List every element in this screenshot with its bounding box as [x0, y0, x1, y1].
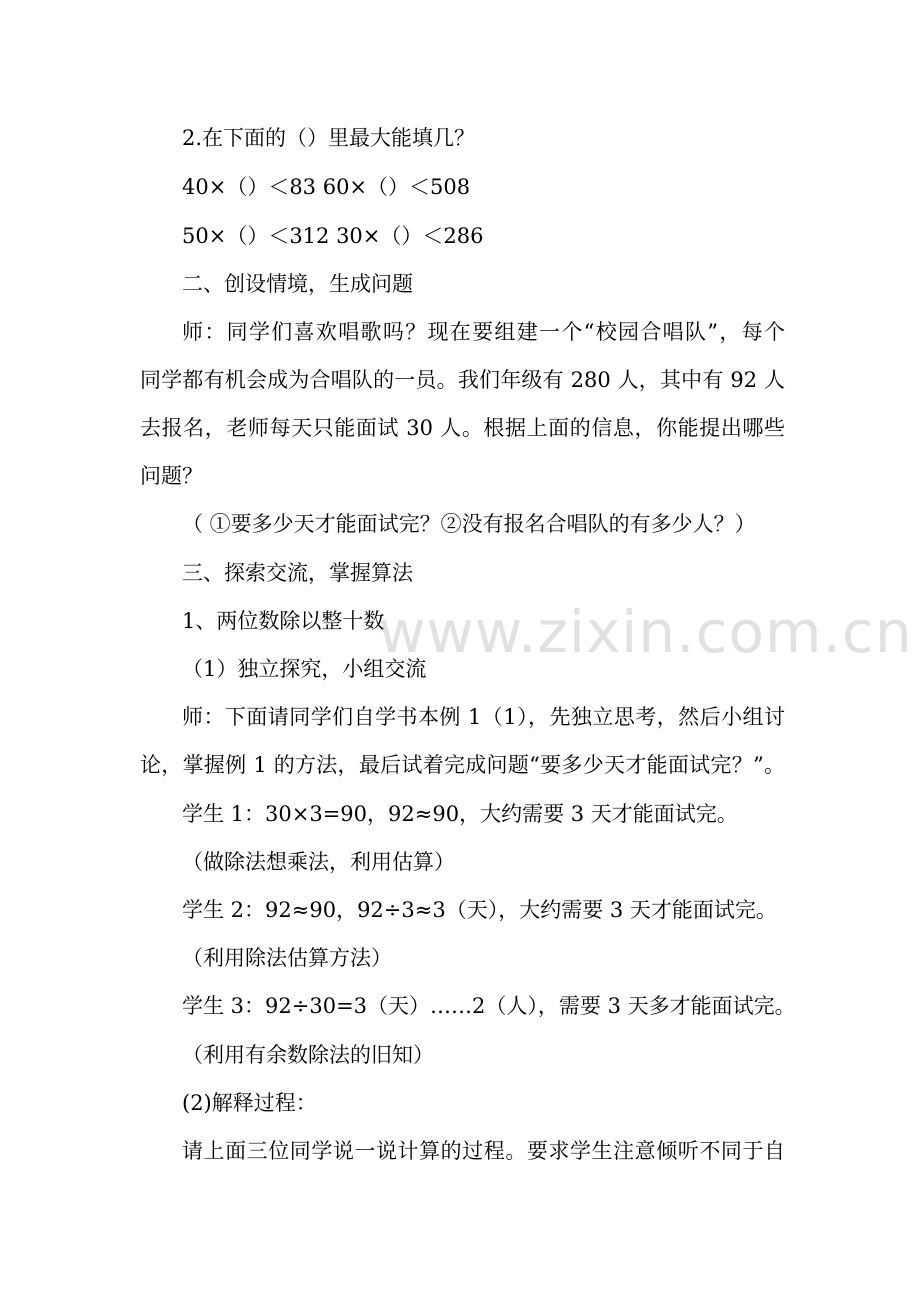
- student-2-answer: 学生 2：92≈90，92÷3≈3（天），大约需要 3 天才能面试完。: [182, 898, 777, 922]
- student-3-answer: 学生 3：92÷30=3（天）……2（人），需要 3 天多才能面试完。: [182, 994, 796, 1018]
- paragraph-teacher-line-4: 问题？: [140, 464, 203, 488]
- paragraph-self-study-line-1: 师：下面请同学们自学书本例 1（1），先独立思考，然后小组讨: [182, 705, 785, 729]
- section-heading-3: 三、探索交流，掌握算法: [182, 561, 413, 585]
- paragraph-teacher-line-3: 去报名，老师每天只能面试 30 人。根据上面的信息，你能提出哪些: [140, 416, 785, 440]
- subsection-step-2: (2)解释过程：: [182, 1091, 317, 1115]
- expected-questions: （ ①要多少天才能面试完？②没有报名合唱队的有多少人？）: [182, 512, 756, 536]
- section-heading-2: 二、创设情境，生成问题: [182, 272, 413, 296]
- student-3-note: （利用有余数除法的旧知）: [182, 1043, 434, 1067]
- student-1-note: （做除法想乘法，利用估算）: [182, 850, 455, 874]
- subsection-heading-1: 1、两位数除以整十数: [182, 609, 385, 633]
- paragraph-explain-line-1: 请上面三位同学说一说计算的过程。要求学生注意倾听不同于自: [182, 1139, 785, 1163]
- exercise-line-1: 40×（）＜83 60×（）＜508: [182, 175, 471, 199]
- paragraph-teacher-line-1: 师：同学们喜欢唱歌吗？现在要组建一个“校园合唱队”，每个: [182, 320, 785, 344]
- question-2: 2.在下面的（）里最大能填几？: [182, 126, 476, 150]
- student-1-answer: 学生 1：30×3=90，92≈90，大约需要 3 天才能面试完。: [182, 802, 738, 826]
- paragraph-teacher-line-2: 同学都有机会成为合唱队的一员。我们年级有 280 人，其中有 92 人: [140, 368, 785, 392]
- paragraph-self-study-line-2: 论，掌握例 1 的方法，最后试着完成问题“要多少天才能面试完？”。: [140, 753, 785, 777]
- student-2-note: （利用除法估算方法）: [182, 946, 392, 970]
- watermark-text: www.zixin.com.cn: [378, 598, 913, 666]
- exercise-line-2: 50×（）＜312 30×（）＜286: [182, 224, 484, 248]
- subsection-step-1: （1）独立探究，小组交流: [182, 657, 427, 681]
